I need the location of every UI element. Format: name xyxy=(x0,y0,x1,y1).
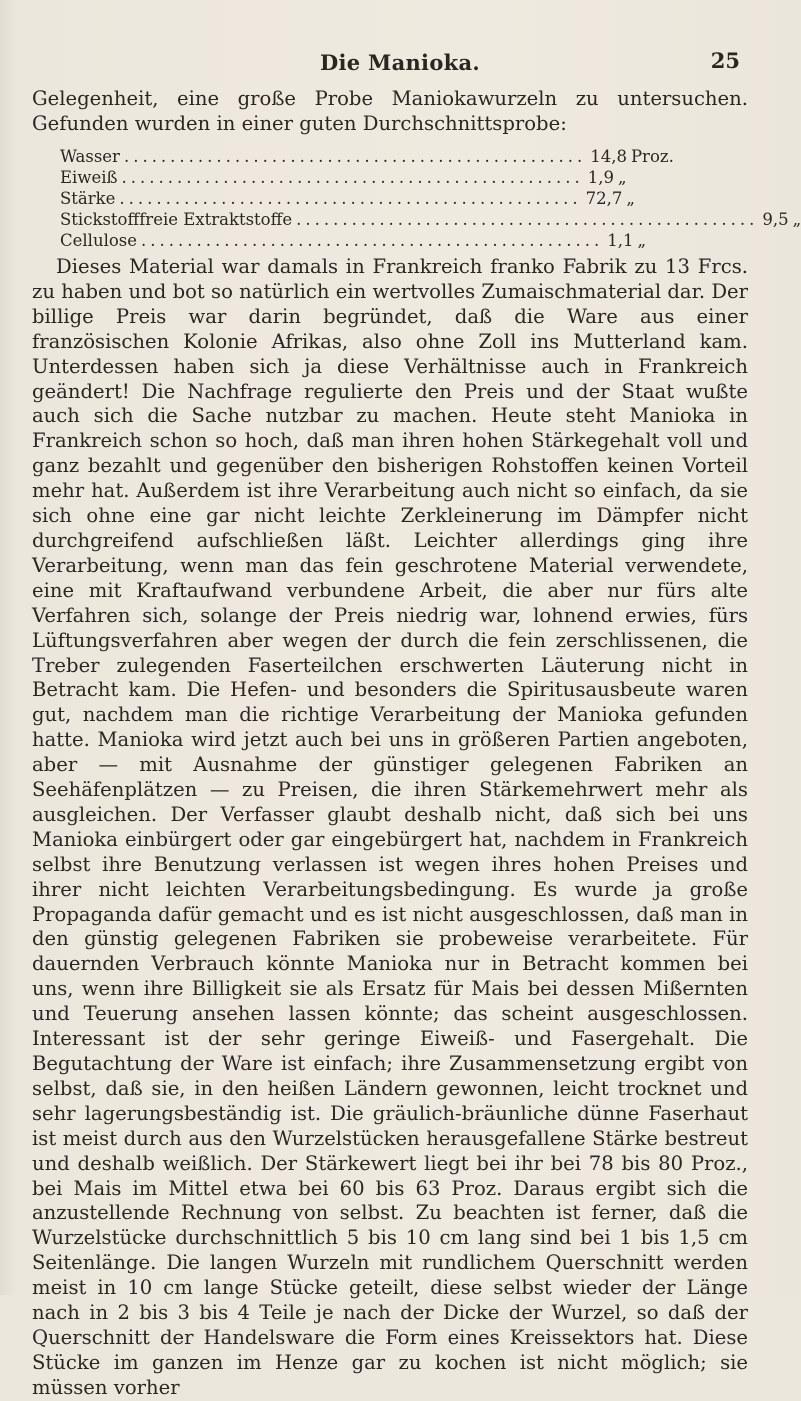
component-unit: „ xyxy=(637,231,647,250)
composition-row xyxy=(60,230,647,251)
component-label: Wasser xyxy=(60,147,120,166)
composition-row xyxy=(60,146,674,167)
composition-row xyxy=(60,167,627,188)
leader-dots: .................................................. xyxy=(296,210,759,229)
leader-dots: .................................................. xyxy=(123,147,587,166)
component-unit: „ xyxy=(792,210,801,229)
leader-dots: .................................................. xyxy=(119,189,582,208)
component-value: 9,5 xyxy=(762,210,789,229)
composition-row xyxy=(60,209,801,230)
page-number: 25 xyxy=(710,48,740,73)
component-unit: „ xyxy=(626,189,635,208)
component-label: Cellulose xyxy=(60,231,138,250)
composition-row xyxy=(60,188,635,209)
component-label: Eiweiß xyxy=(60,168,118,187)
component-value: 14,8 xyxy=(590,147,627,166)
component-value: 1,1 xyxy=(607,231,634,250)
component-unit: Proz. xyxy=(630,147,674,166)
leader-dots: .................................................. xyxy=(121,168,584,187)
intro-paragraph: Gelegenheit, eine große Probe Maniokawurzeln zu untersuchen. Gefunden wurden in einer guten Durchschnittsprobe: xyxy=(32,87,748,135)
component-label: Stickstofffreie Extraktstoffe xyxy=(60,210,293,229)
page-header xyxy=(60,50,740,80)
leader-dots: .................................................. xyxy=(141,231,604,250)
component-unit: „ xyxy=(618,168,627,187)
component-value: 72,7 xyxy=(585,189,623,208)
running-title: Die Manioka. xyxy=(319,50,481,75)
composition-table xyxy=(60,146,801,251)
component-label: Stärke xyxy=(60,189,116,208)
component-value: 1,9 xyxy=(587,168,615,187)
body-paragraph: Dieses Material war damals in Frankreich franko Fabrik zu 13 Frcs. zu haben und bot so natürlich ein wertvolles Zumaischmaterial dar. Der billige Preis war darin begründet, daß die Ware aus einer französischen Kolonie Afrikas, also ohne Zoll ins Mutterland kam. Unterdessen haben sich ja diese Verhältnisse auch in Frankreich geändert! Die Nachfrage regulierte den Preis und der Staat wußte auch sich die Sache nutzbar zu machen. Heute steht Manioka in Frankreich schon so hoch, daß man ihren hohen Stärkegehalt voll und ganz bezahlt und gegenüber den bisherigen Rohstoffen keinen Vorteil mehr hat. Außerdem ist ihre Verarbeitung auch nicht so einfach, da sie sich ohne eine gar nicht leichte Zerkleinerung im Dämpfer nicht durchgreifend aufschließen läßt. Leichter allerdings ging ihre Verarbeitung, wenn man das fein geschrotene Material verwendete, eine mit Kraftaufwand verbundene Arbeit, die aber nur fürs alte Verfahren sich, solange der Preis niedrig war, lohnend erwies, fürs Lüftungsverfahren aber wegen der durch die fein zerschlissenen, die Treber zulegenden Faserteilchen erschwerten Läuterung nicht in Betracht kam. Die Hefen- und besonders die Spiritusausbeute waren gut, nachdem man die richtige Verarbeitung der Manioka gefunden hatte. Manioka wird jetzt auch bei uns in größeren Partien angeboten, aber — mit Ausnahme der günstiger gelegenen Fabriken an Seehäfenplätzen — zu Preisen, die ihren Stärkemehrwert mehr als ausgleichen. Der Verfasser glaubt deshalb nicht, daß sich bei uns Manioka einbürgert oder gar eingebürgert hat, nachdem in Frankreich selbst ihre Benutzung verlassen ist wegen ihres hohen Preises und ihrer nicht leichten Verarbeitungsbedingung. Es wurde ja große Propaganda dafür gemacht und es ist nicht ausgeschlossen, daß man in den günstig gelegenen Fabriken sie probeweise verarbeitete. Für dauernden Verbrauch könnte Manioka nur in Betracht kommen bei uns, wenn ihre Billigkeit sie als Ersatz für Mais bei dessen Mißernten und Teuerung ansehen lassen könnte; das scheint ausgeschlossen. Interessant ist der sehr geringe Eiweiß- und Fasergehalt. Die Begutachtung der Ware ist einfach; ihre Zusammensetzung ergibt von selbst, daß sie, in den heißen Ländern gewonnen, leicht trocknet und sehr lagerungsbeständig ist. Die gräulich-bräunliche dünne Faserhaut ist meist durch aus den Wurzelstücken herausgefallene Stärke bestreut und deshalb weißlich. Der Stärkewert liegt bei ihr bei 78 bis 80 Proz., bei Mais im Mittel etwa bei 60 bis 63 Proz. Daraus ergibt sich die anzustellende Rechnung von selbst. Zu beachten ist ferner, daß die Wurzelstücke durchschnittlich 5 bis 10 cm lang sind bei 1 bis 1,5 cm Seitenlänge. Die langen Wurzeln mit rundlichem Querschnitt werden meist in 10 cm lange Stücke geteilt, diese selbst wieder der Länge nach in 2 bis 3 bis 4 Teile je nach der Dicke der Wurzel, so daß der Querschnitt der Handelsware die Form eines Kreissektors hat. Diese Stücke im ganzen im Henze gar zu kochen ist nicht möglich; sie müssen vorher xyxy=(32,255,748,1399)
